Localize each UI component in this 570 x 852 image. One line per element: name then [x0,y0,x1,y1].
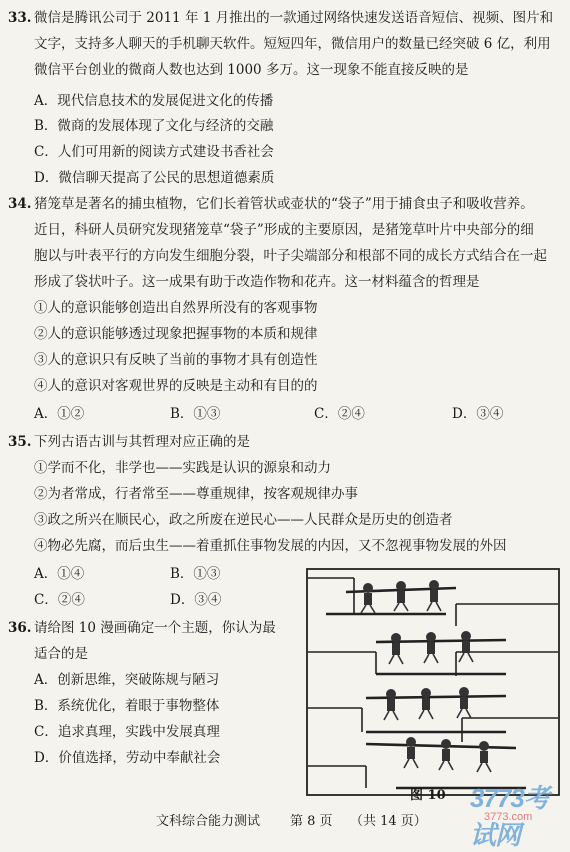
q35-stem: 下列古语古训与其哲理对应正确的是 [34,434,250,450]
q36-option-c[interactable]: C．追求真理，实践中发展真理 [34,724,220,740]
q35-statement-2: ②为者常成，行者常至——尊重规律，按客观规律办事 [34,486,358,502]
q33-stem-line-1: 微信是腾讯公司于 2011 年 1 月推出的一款通过网络快速发送语音短信、视频、图片和 [34,10,554,26]
q34-stem-line-1: 猪笼草是著名的捕虫植物，它们长着管状或壶状的“袋子”用于捕食虫子和吸收营养。 [34,196,534,212]
q33-option-d[interactable]: D．微信聊天提高了公民的思想道德素质 [34,170,275,186]
q36-option-d[interactable]: D．价值选择，劳动中奉献社会 [34,750,221,766]
q36-option-b[interactable]: B．系统优化，着眼于事物整体 [34,698,220,714]
q33-option-b[interactable]: B．微商的发展体现了文化与经济的交融 [34,118,274,134]
q34-number: 34. [8,196,32,212]
q33-option-a[interactable]: A．现代信息技术的发展促进文化的传播 [34,93,274,109]
q34-stem-line-4: 形成了袋状叶子。这一成果有助于改造作物和花卉。这一材料蕴含的哲理是 [34,274,480,290]
q35-number: 35. [8,434,32,450]
q36-option-a[interactable]: A．创新思维，突破陈规与陋习 [34,672,220,688]
q35-statement-4: ④物必先腐，而后虫生——着重抓住事物发展的内因，又不忽视事物发展的外因 [34,538,507,554]
q34-option-d[interactable]: D．③④ [452,406,504,422]
q34-option-a[interactable]: A．①② [34,406,85,422]
q33-option-c[interactable]: C．人们可用新的阅读方式建设书香社会 [34,144,274,160]
figure-caption: 图 10 [410,788,446,803]
q34-statement-1: ①人的意识能够创造出自然界所没有的客观事物 [34,300,318,316]
q34-option-b[interactable]: B．①③ [170,406,221,422]
q34-statement-2: ②人的意识能够透过现象把握事物的本质和规律 [34,326,318,342]
watermark-logo-text: 3773考试网 [470,783,549,850]
q33-stem-line-3: 微信平台创业的微商人数也达到 1000 多万。这一现象不能直接反映的是 [34,62,469,78]
footer-total-pages: （共 14 页） [350,814,427,829]
q35-option-a[interactable]: A．①④ [34,566,85,582]
q36-stem-line-2: 适合的是 [34,646,88,662]
q34-option-c[interactable]: C．②④ [314,406,365,422]
footer-page-number: 第 8 页 [290,814,333,829]
q33-number: 33. [8,10,32,26]
q35-option-d[interactable]: D．③④ [170,592,222,608]
q34-stem-line-2: 近日，科研人员研究发现猪笼草“袋子”形成的主要原因，是猪笼草叶片中央部分的细 [34,222,534,238]
q34-statement-4: ④人的意识对客观世界的反映是主动和有目的的 [34,378,318,394]
site-watermark-logo [470,778,566,850]
q36-number: 36. [8,620,32,636]
q33-stem-line-2: 文字，支持多人聊天的手机聊天软件。短短四年，微信用户的数量已经突破 6 亿，利用 [34,36,551,52]
q35-option-b[interactable]: B．①③ [170,566,221,582]
q35-statement-3: ③政之所兴在顺民心，政之所废在逆民心——人民群众是历史的创造者 [34,512,453,528]
q35-option-c[interactable]: C．②④ [34,592,85,608]
q34-stem-line-3: 胞以与叶表平行的方向发生细胞分裂，叶子尖端部分和根部不同的成长方式结合在一起 [34,248,547,264]
q36-stem-line-1: 请给图 10 漫画确定一个主题，你认为最 [34,620,276,636]
q35-statement-1: ①学而不化，非学也——实践是认识的源泉和动力 [34,460,331,476]
q34-statement-3: ③人的意识只有反映了当前的事物才具有创造性 [34,352,318,368]
watermark-url: 3773.com [484,811,533,823]
cartoon-figure-10 [306,568,560,796]
footer-subject: 文科综合能力测试 [156,814,261,829]
